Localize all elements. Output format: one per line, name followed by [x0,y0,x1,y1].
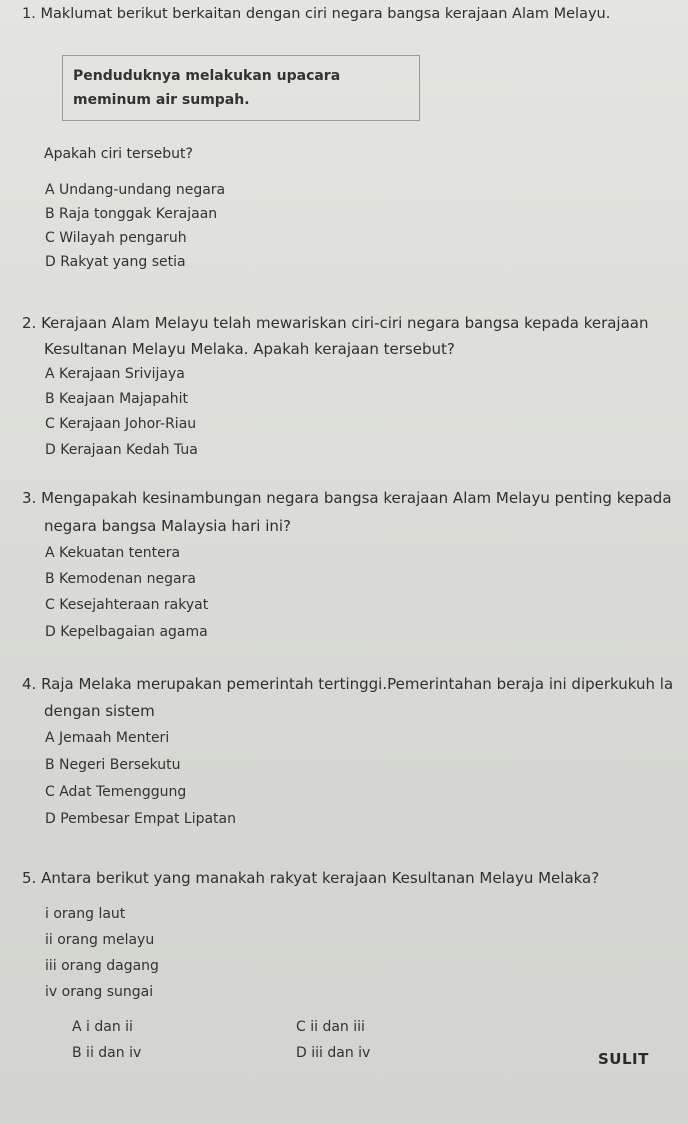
question-4-option-b[interactable]: B Negeri Bersekutu [45,757,181,773]
question-5-option-d[interactable]: D iii dan iv [296,1045,371,1061]
question-5-text: 5. Antara berikut yang manakah rakyat kerajaan Kesultanan Melayu Melaka? [22,869,600,887]
question-3-option-a[interactable]: A Kekuatan tentera [45,545,181,561]
question-4-option-c[interactable]: C Adat Temenggung [45,784,187,800]
question-3-option-d[interactable]: D Kepelbagaian agama [45,624,208,640]
question-3-text-line-1: 3. Mengapakah kesinambungan negara bangsa kerajaan Alam Melayu penting kepada [22,489,672,507]
question-5-option-a[interactable]: A i dan ii [72,1019,133,1035]
question-4-option-a[interactable]: A Jemaah Menteri [45,730,170,746]
question-4-text-line-1: 4. Raja Melaka merupakan pemerintah tertinggi.Pemerintahan beraja ini diperkukuh la [22,676,674,693]
question-3-option-c[interactable]: C Kesejahteraan rakyat [45,597,209,613]
question-2-option-d[interactable]: D Kerajaan Kedah Tua [45,442,198,458]
question-5-option-c[interactable]: C ii dan iii [296,1019,365,1035]
question-1-text: 1. Maklumat berikut berkaitan dengan ciri negara bangsa kerajaan Alam Melayu. [22,6,611,22]
question-1-option-d[interactable]: D Rakyat yang setia [45,254,186,270]
info-box-line-1: Penduduknya melakukan upacara [73,68,341,84]
question-5-item-iii: iii orang dagang [45,958,159,974]
sulit-label: SULIT [598,1050,649,1068]
question-4-option-d[interactable]: D Pembesar Empat Lipatan [45,811,236,827]
question-1-option-b[interactable]: B Raja tonggak Kerajaan [45,206,218,222]
question-5-option-b[interactable]: B ii dan iv [72,1045,142,1061]
question-2-text-line-1: 2. Kerajaan Alam Melayu telah mewariskan ciri-ciri negara bangsa kepada kerajaan [22,314,649,332]
question-5-item-iv: iv orang sungai [45,984,154,1000]
question-2-option-b[interactable]: B Keajaan Majapahit [45,391,188,407]
info-box-line-2: meminum air sumpah. [73,92,250,108]
question-1-option-c[interactable]: C Wilayah pengaruh [45,230,187,246]
question-3-option-b[interactable]: B Kemodenan negara [45,571,196,587]
question-5-item-ii: ii orang melayu [45,932,155,948]
question-4-text-line-2: dengan sistem [44,702,155,720]
question-1-option-a[interactable]: A Undang-undang negara [45,182,226,198]
question-2-text-line-2: Kesultanan Melayu Melaka. Apakah kerajaan tersebut? [44,340,455,358]
question-3-text-line-2: negara bangsa Malaysia hari ini? [44,517,292,535]
question-5-item-i: i orang laut [45,906,126,922]
question-2-option-a[interactable]: A Kerajaan Srivijaya [45,366,185,382]
question-1-prompt: Apakah ciri tersebut? [44,146,193,162]
question-1-info-box [62,55,420,121]
question-2-option-c[interactable]: C Kerajaan Johor-Riau [45,416,197,432]
